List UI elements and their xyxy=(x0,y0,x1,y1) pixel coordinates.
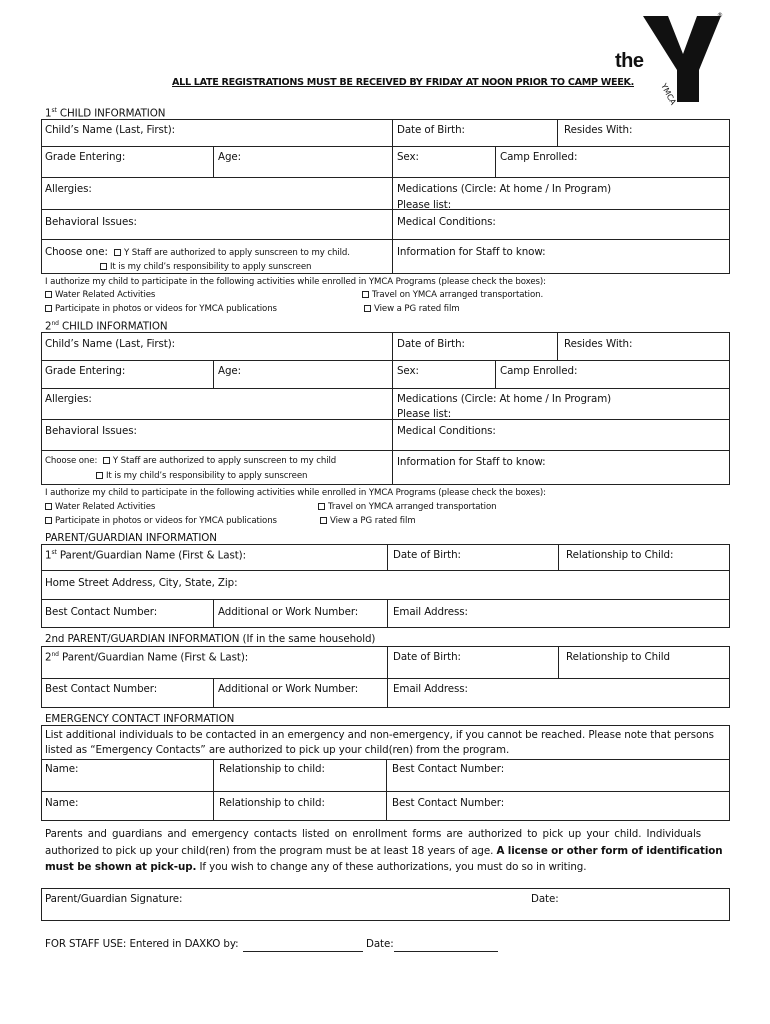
child1-film-checkbox[interactable] xyxy=(364,305,371,312)
logo-registered: ® xyxy=(717,12,723,19)
child1-film-option: View a PG rated film xyxy=(364,304,460,314)
child1-sunscreen-self-option: It is my child’s responsibility to apply sunscreen xyxy=(100,262,311,272)
child2-behavior-field[interactable]: Behavioral Issues: xyxy=(45,425,137,437)
child1-sunscreen-self-checkbox[interactable] xyxy=(100,263,107,270)
child1-dob-field[interactable]: Date of Birth: xyxy=(397,124,465,136)
child2-info-staff-field[interactable]: Information for Staff to know: xyxy=(397,456,546,468)
signature-date-label: Date: xyxy=(531,893,559,905)
authorization-line3: must be shown at pick-up. If you wish to change any of these authorizations, you must do so in writing. xyxy=(45,861,587,873)
parent2-email-field[interactable]: Email Address: xyxy=(393,683,468,695)
child2-sex-field[interactable]: Sex: xyxy=(397,365,419,377)
child1-medications-field[interactable]: Medications (Circle: At home / In Program) xyxy=(397,183,612,195)
child1-info-staff-field[interactable]: Information for Staff to know: xyxy=(397,246,546,258)
child1-age-field[interactable]: Age: xyxy=(218,151,241,163)
child1-photos-checkbox[interactable] xyxy=(45,305,52,312)
child2-photos-checkbox[interactable] xyxy=(45,517,52,524)
emergency1-relationship-field[interactable]: Relationship to child: xyxy=(219,763,325,775)
child1-camp-field[interactable]: Camp Enrolled: xyxy=(500,151,578,163)
child2-photos-option: Participate in photos or videos for YMCA publications xyxy=(45,516,277,526)
parent2-dob-field[interactable]: Date of Birth: xyxy=(393,651,461,663)
child2-travel-checkbox[interactable] xyxy=(318,503,325,510)
child2-name-field[interactable]: Child’s Name (Last, First): xyxy=(45,338,176,350)
ymca-logo xyxy=(605,10,730,105)
emergency2-best-contact-field[interactable]: Best Contact Number: xyxy=(392,797,505,809)
child2-film-option: View a PG rated film xyxy=(320,516,416,526)
parent1-additional-field[interactable]: Additional or Work Number: xyxy=(218,606,359,618)
child1-authorize-text: I authorize my child to participate in the following activities while enrolled in YMCA Programs (please check the boxes): xyxy=(45,277,546,287)
child2-allergies-field[interactable]: Allergies: xyxy=(45,393,92,405)
parent2-additional-field[interactable]: Additional or Work Number: xyxy=(218,683,359,695)
authorization-line2: authorized to pick up your child(ren) from the program must be at least 18 years of age. A license or other form of identification xyxy=(45,845,723,857)
emergency2-relationship-field[interactable]: Relationship to child: xyxy=(219,797,325,809)
child1-water-option: Water Related Activities xyxy=(45,290,155,300)
child2-medical-field[interactable]: Medical Conditions: xyxy=(397,425,496,437)
child2-water-option: Water Related Activities xyxy=(45,502,155,512)
emergency-section-title: EMERGENCY CONTACT INFORMATION xyxy=(45,713,235,725)
staff-use-date-label: Date: xyxy=(366,938,394,950)
child2-sunscreen-self-checkbox[interactable] xyxy=(96,472,103,479)
child1-sunscreen-staff-label: Y Staff are authorized to apply sunscreen to my child. xyxy=(124,248,350,258)
staff-use-entered-line[interactable] xyxy=(243,951,363,952)
child1-sunscreen-choice: Choose one: Y Staff are authorized to apply sunscreen to my child. xyxy=(45,246,350,258)
logo-the: the xyxy=(615,50,644,72)
child1-name-field[interactable]: Child’s Name (Last, First): xyxy=(45,124,176,136)
staff-use-entered-label: FOR STAFF USE: Entered in DAXKO by: xyxy=(45,938,239,950)
child1-section-title: 1st CHILD INFORMATION xyxy=(45,107,166,120)
child2-age-field[interactable]: Age: xyxy=(218,365,241,377)
child2-film-checkbox[interactable] xyxy=(320,517,327,524)
late-registration-notice: ALL LATE REGISTRATIONS MUST BE RECEIVED BY FRIDAY AT NOON PRIOR TO CAMP WEEK. xyxy=(172,77,634,88)
child1-photos-option: Participate in photos or videos for YMCA publications xyxy=(45,304,277,314)
child2-sunscreen-self-option: It is my child’s responsibility to apply sunscreen xyxy=(96,471,307,481)
child1-sex-field[interactable]: Sex: xyxy=(397,151,419,163)
child2-sunscreen-staff-checkbox[interactable] xyxy=(103,457,110,464)
child1-resides-field[interactable]: Resides With: xyxy=(564,124,633,136)
parent2-name-field[interactable]: 2nd Parent/Guardian Name (First & Last): xyxy=(45,651,249,664)
child2-section-title: 2nd CHILD INFORMATION xyxy=(45,320,168,333)
parent1-best-contact-field[interactable]: Best Contact Number: xyxy=(45,606,158,618)
parent1-relationship-field[interactable]: Relationship to Child: xyxy=(566,549,674,561)
parent1-email-field[interactable]: Email Address: xyxy=(393,606,468,618)
child1-behavior-field[interactable]: Behavioral Issues: xyxy=(45,216,137,228)
child1-sunscreen-staff-checkbox[interactable] xyxy=(114,249,121,256)
parent2-section-title: 2nd PARENT/GUARDIAN INFORMATION (If in the same household) xyxy=(45,633,376,645)
parent1-dob-field[interactable]: Date of Birth: xyxy=(393,549,461,561)
parent1-section-title: PARENT/GUARDIAN INFORMATION xyxy=(45,532,217,544)
staff-use-date-line[interactable] xyxy=(394,951,498,952)
child2-grade-field[interactable]: Grade Entering: xyxy=(45,365,126,377)
child1-please-list: Please list: xyxy=(397,199,452,211)
child1-travel-option: Travel on YMCA arranged transportation. xyxy=(362,290,543,300)
authorization-line1: Parents and guardians and emergency contacts listed on enrollment forms are authorized to pick up your child. Individuals xyxy=(45,828,701,840)
child2-please-list: Please list: xyxy=(397,408,452,420)
child2-medications-field[interactable]: Medications (Circle: At home / In Program) xyxy=(397,393,612,405)
emergency2-name-field[interactable]: Name: xyxy=(45,797,79,809)
emergency-intro-line2: listed as “Emergency Contacts” are authorized to pick up your child(ren) from the program. xyxy=(45,744,510,756)
emergency1-name-field[interactable]: Name: xyxy=(45,763,79,775)
child2-camp-field[interactable]: Camp Enrolled: xyxy=(500,365,578,377)
logo-ymca: YMCA xyxy=(659,82,678,107)
emergency1-best-contact-field[interactable]: Best Contact Number: xyxy=(392,763,505,775)
child2-authorize-text: I authorize my child to participate in the following activities while enrolled in YMCA Programs (please check the boxes): xyxy=(45,488,546,498)
parent2-best-contact-field[interactable]: Best Contact Number: xyxy=(45,683,158,695)
child2-travel-option: Travel on YMCA arranged transportation xyxy=(318,502,496,512)
child1-grade-field[interactable]: Grade Entering: xyxy=(45,151,126,163)
parent2-relationship-field[interactable]: Relationship to Child xyxy=(566,651,670,663)
parent1-address-field[interactable]: Home Street Address, City, State, Zip: xyxy=(45,577,238,589)
emergency-intro-line1: List additional individuals to be contacted in an emergency and non-emergency, if you cannot be reached. Please note that persons xyxy=(45,729,714,741)
child2-dob-field[interactable]: Date of Birth: xyxy=(397,338,465,350)
child1-travel-checkbox[interactable] xyxy=(362,291,369,298)
child2-resides-field[interactable]: Resides With: xyxy=(564,338,633,350)
signature-label: Parent/Guardian Signature: xyxy=(45,893,183,905)
child1-water-checkbox[interactable] xyxy=(45,291,52,298)
child2-sunscreen-choice: Choose one: Y Staff are authorized to apply sunscreen to my child xyxy=(45,456,337,466)
parent1-name-field[interactable]: 1st Parent/Guardian Name (First & Last): xyxy=(45,549,246,562)
child1-allergies-field[interactable]: Allergies: xyxy=(45,183,92,195)
child1-medical-field[interactable]: Medical Conditions: xyxy=(397,216,496,228)
child2-water-checkbox[interactable] xyxy=(45,503,52,510)
